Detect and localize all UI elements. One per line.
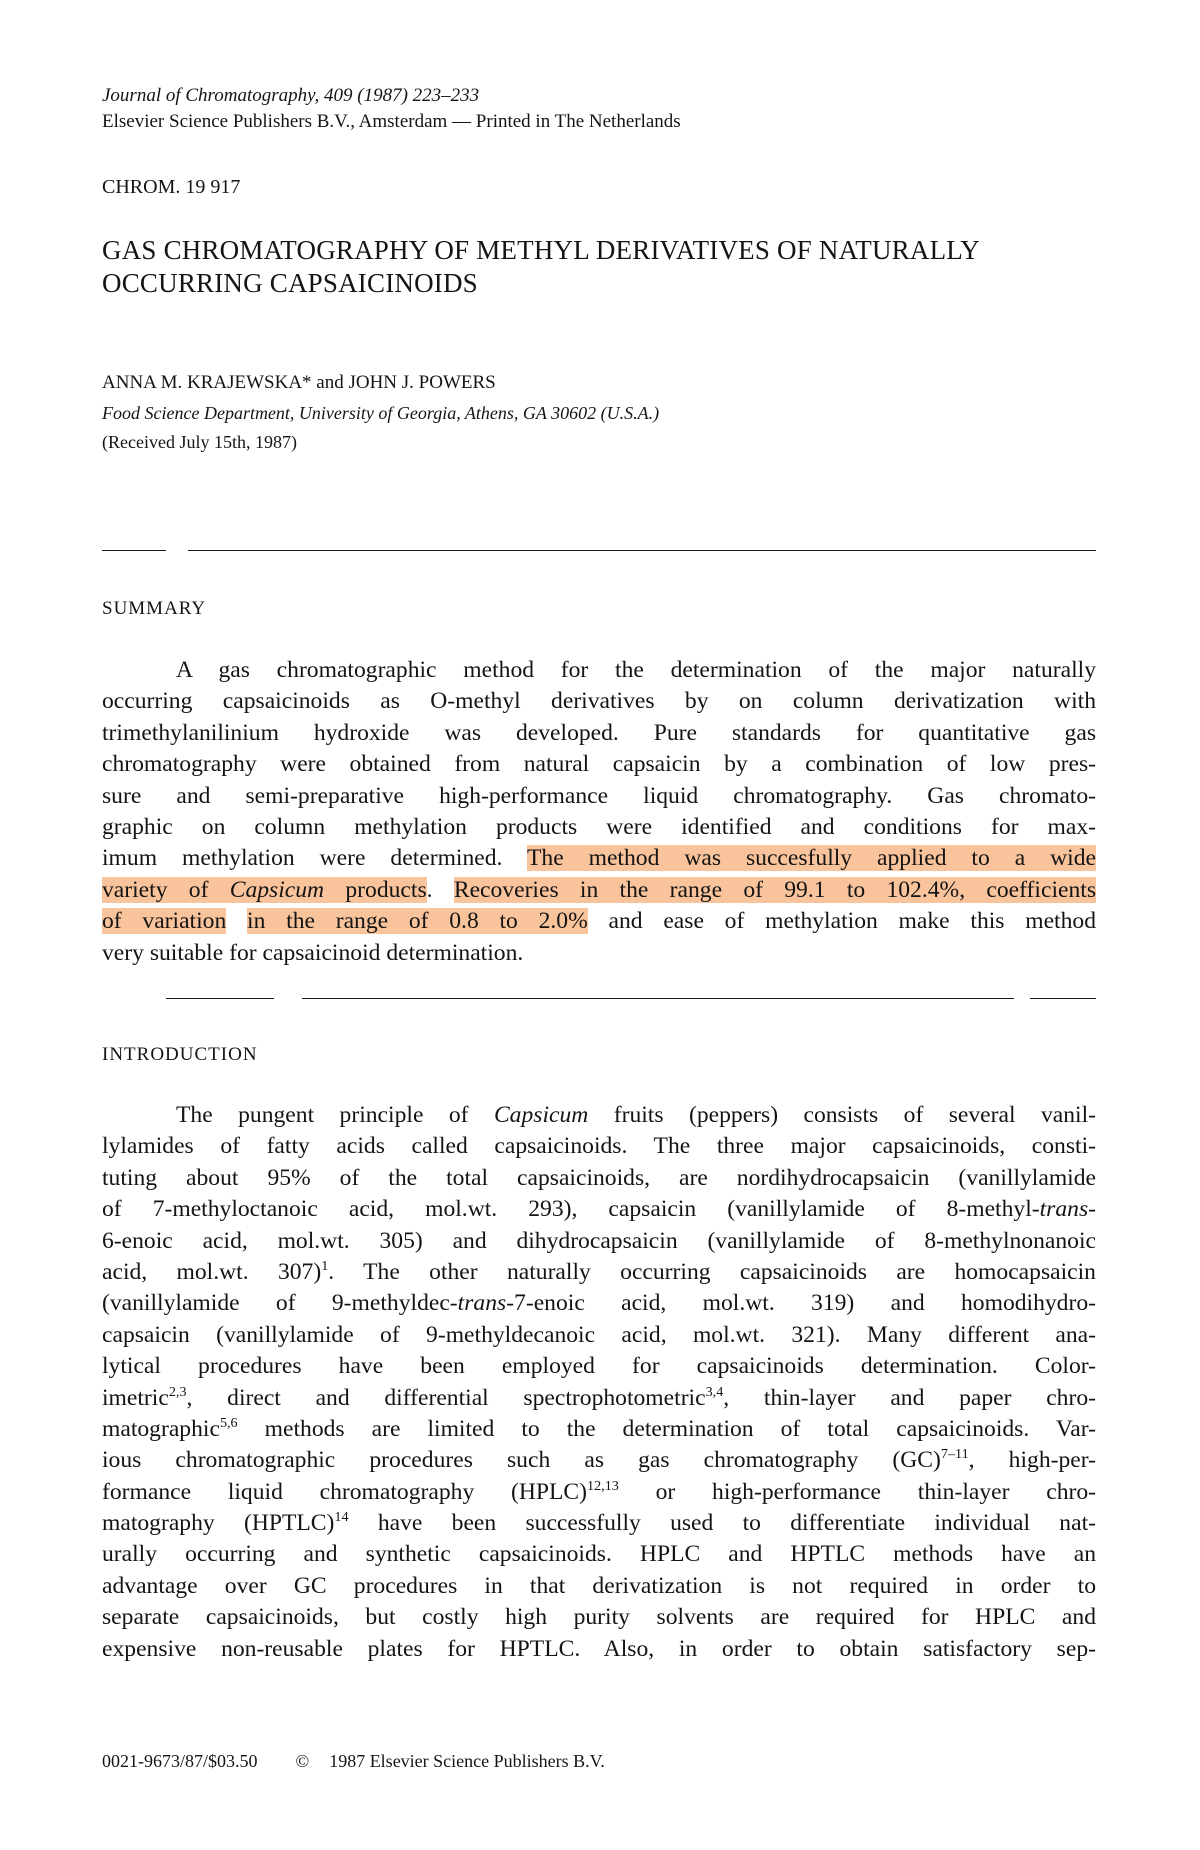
citation-ref: 14 [334,1509,349,1526]
intro-line [102,1383,1096,1414]
divider-rule [1030,998,1096,999]
intro-text: fruits (peppers) consists of several vanil- [588,1102,1097,1128]
highlighted-text-part: products [324,876,427,903]
intro-text: . The other naturally occurring capsaicinoids are homocapsaicin [328,1258,1096,1285]
journal-citation: Journal of Chromatography, 409 (1987) 223–233 [102,85,480,106]
intro-line: capsaicin (vanillylamide of 9-methyldecanoic acid, mol.wt. 321). Many different ana- [102,1321,1096,1348]
italic-term: trans [457,1290,507,1317]
intro-line: advantage over GC procedures in that derivatization is not required in order to [102,1572,1096,1599]
italic-genus: Capsicum [229,876,325,903]
summary-line [102,843,1096,874]
intro-line [102,1257,1096,1288]
intro-line: expensive non-reusable plates for HPTLC. Also, in order to obtain satisfactory sep- [102,1635,1096,1662]
introduction-heading: INTRODUCTION [102,1044,258,1065]
introduction-paragraph [102,1100,1096,1665]
intro-text: , high-per- [968,1447,1096,1474]
authors: ANNA M. KRAJEWSKA* and JOHN J. POWERS [102,372,496,393]
citation-ref: 7–11 [940,1446,969,1463]
intro-line [102,1477,1096,1508]
intro-line [102,1100,1096,1131]
publisher-line: Elsevier Science Publishers B.V., Amsterdam — Printed in The Netherlands [102,111,681,132]
summary-line: trimethylanilinium hydroxide was developed. Pure standards for quantitative gas [102,719,1096,746]
summary-line: A gas chromatographic method for the determination of the major naturally [176,657,1096,683]
intro-text: acid, mol.wt. 307) [102,1258,322,1285]
intro-line [102,1194,1096,1225]
received-date: (Received July 15th, 1987) [102,432,297,452]
summary-line [102,906,1096,937]
intro-line [102,1288,1096,1319]
copyright-symbol: © [295,1751,310,1771]
summary-line: graphic on column methylation products were identified and conditions for max- [102,813,1096,840]
intro-line: 6-enoic acid, mol.wt. 305) and dihydrocapsaicin (vanillylamide of 8-methylnonanoic [102,1227,1096,1254]
summary-line: chromatography were obtained from natural capsaicin by a combination of low pres- [102,751,1096,778]
intro-line: tuting about 95% of the total capsaicinoids, are nordihydrocapsaicin (vanillylamide [102,1164,1096,1191]
intro-text: methods are limited to the determination of total capsaicinoids. Var- [237,1415,1096,1442]
intro-line [102,1508,1096,1539]
highlighted-text-part: variety of [102,876,230,903]
summary-line: occurring capsaicinoids as O-methyl derivatives by on column derivatization with [102,688,1096,715]
summary-line [102,875,1096,906]
intro-text: matography (HPTLC) [102,1510,335,1537]
italic-term: trans [1039,1196,1089,1223]
intro-text: formance liquid chromatography (HPLC) [102,1478,588,1505]
summary-text: . [426,876,454,903]
page-footer [102,1749,605,1773]
intro-text: , thin-layer and paper chro- [723,1384,1096,1411]
highlighted-text: Recoveries in the range of 99.1 to 102.4%, coefficients [453,876,1097,903]
chrom-id: CHROM. 19 917 [102,176,241,198]
divider-rule [102,550,166,551]
summary-text [226,908,247,934]
summary-line: very suitable for capsaicinoid determination. [102,939,524,966]
intro-text: or high-performance thin-layer chro- [618,1478,1097,1505]
footer-publisher: 1987 Elsevier Science Publishers B.V. [329,1751,605,1771]
intro-text: imetric [102,1384,169,1411]
intro-line: urally occurring and synthetic capsaicinoids. HPLC and HPTLC methods have an [102,1541,1096,1568]
intro-text: (vanillylamide of 9-methyldec- [102,1290,458,1317]
intro-text: of 7-methyloctanoic acid, mol.wt. 293), capsaicin (vanillylamide of 8-methyl- [102,1196,1040,1223]
citation-ref: 5,6 [219,1415,238,1432]
divider-rule [188,550,1096,551]
citation-ref: 3,4 [705,1383,724,1400]
title-line-2: OCCURRING CAPSAICINOIDS [102,268,478,298]
citation-ref: 12,13 [587,1477,619,1494]
divider-rule [302,998,1014,999]
summary-text: imum methylation were determined. [102,845,527,872]
issn-code: 0021-9673/87/$03.50 [102,1751,258,1771]
article-title [102,234,1102,300]
intro-text: , direct and differential spectrophotometric [186,1384,706,1411]
intro-text: have been successfully used to differentiate individual nat- [348,1510,1096,1537]
citation-ref: 2,3 [168,1383,187,1400]
divider-rule [166,998,274,999]
highlighted-text [102,877,427,903]
summary-text: and ease of methylation make this method [587,908,1096,935]
intro-text: - [1088,1196,1096,1223]
intro-text: ious chromatographic procedures such as gas chromatography (GC) [102,1447,941,1474]
summary-line: sure and semi-preparative high-performance liquid chromatography. Gas chromato- [102,782,1096,809]
intro-line [102,1445,1096,1476]
highlighted-text: in the range of 0.8 to 2.0% [247,908,588,935]
intro-line: lylamides of fatty acids called capsaicinoids. The three major capsaicinoids, consti- [102,1133,1096,1160]
title-line-1: GAS CHROMATOGRAPHY OF METHYL DERIVATIVES OF NATURALLY [102,235,980,265]
intro-line: separate capsaicinoids, but costly high purity solvents are required for HPLC and [102,1604,1096,1631]
highlighted-text: The method was succesfully applied to a wide [526,845,1097,872]
intro-text: The pungent principle of [176,1102,494,1128]
intro-line: lytical procedures have been employed for capsaicinoids determination. Color- [102,1353,1096,1380]
italic-genus: Capsicum [493,1102,589,1128]
affiliation: Food Science Department, University of Georgia, Athens, GA 30602 (U.S.A.) [102,403,660,423]
highlighted-text: of variation [102,908,227,935]
citation-ref: 1 [321,1258,329,1275]
intro-text: -7-enoic acid, mol.wt. 319) and homodihydro- [506,1290,1096,1317]
intro-line [102,1414,1096,1445]
intro-text: matographic [102,1415,220,1442]
summary-paragraph [102,655,1096,969]
summary-heading: SUMMARY [102,598,207,619]
